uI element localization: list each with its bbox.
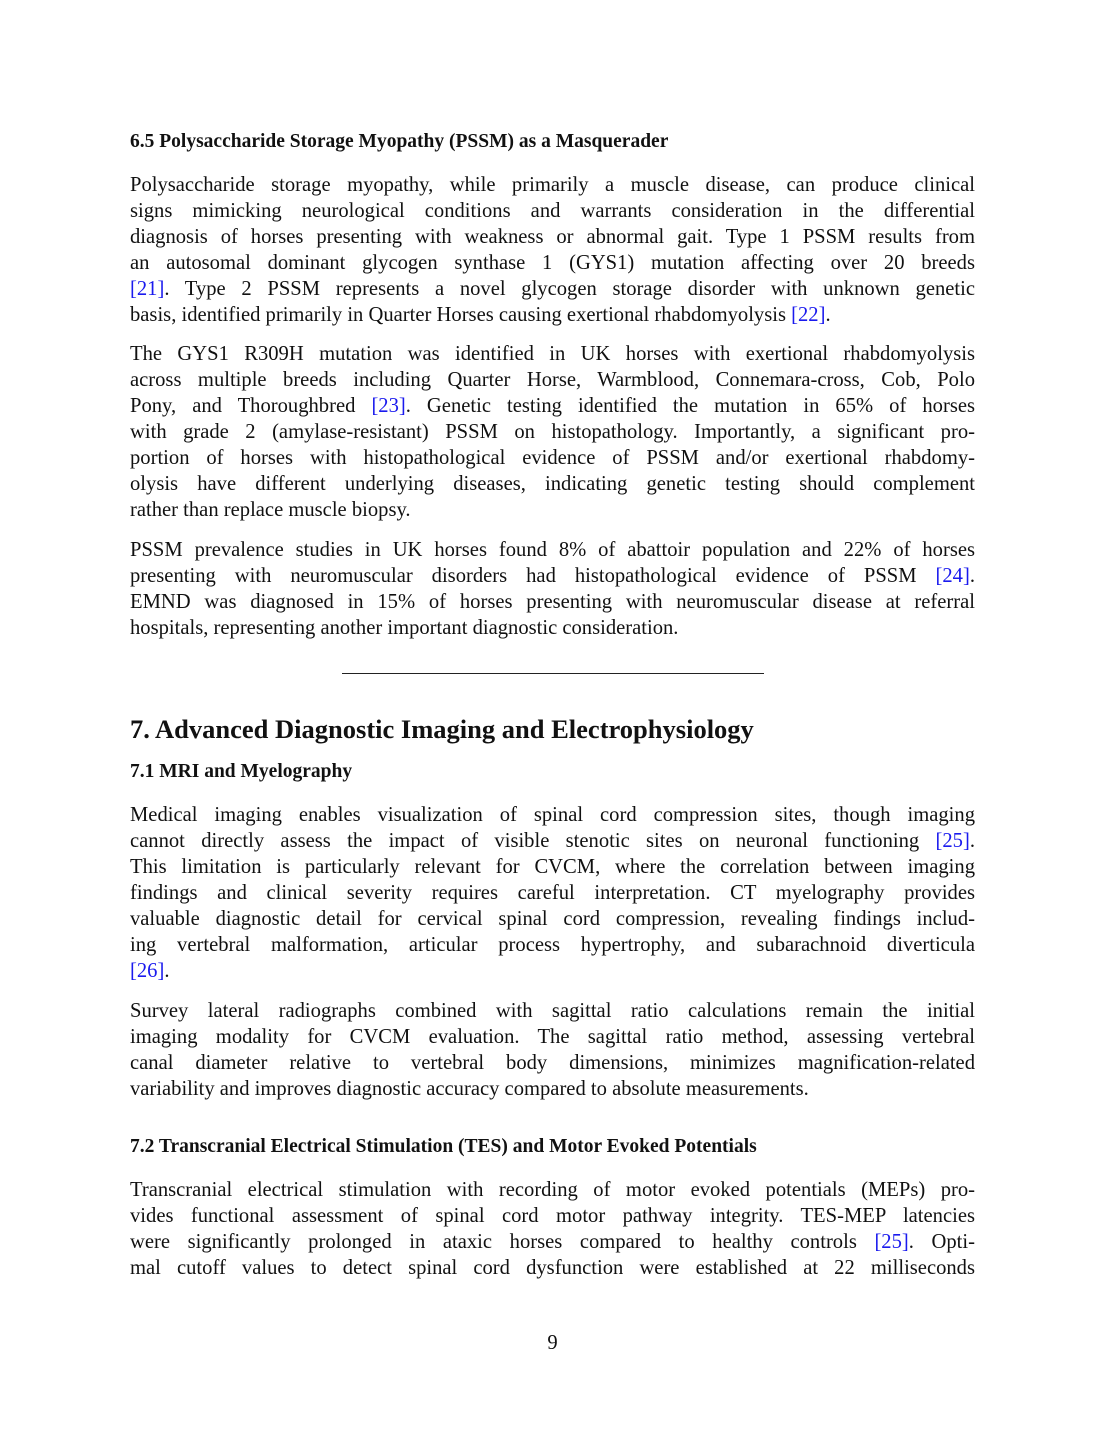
paragraph-line: [26].: [130, 960, 170, 982]
paragraph-line: The GYS1 R309H mutation was identified in UK horses with exertional rhabdomyolysis: [130, 343, 975, 365]
paragraph-line: presenting with neuromuscular disorders had histopathological evidence of PSSM [24].: [130, 565, 975, 587]
paragraph-line: variability and improves diagnostic accuracy compared to absolute measurements.: [130, 1078, 809, 1100]
subsection-heading-7-2: 7.2 Transcranial Electrical Stimulation (TES) and Motor Evoked Potentials: [130, 1136, 757, 1157]
paragraph-line: cannot directly assess the impact of visible stenotic sites on neuronal functioning [25].: [130, 830, 975, 852]
citation-link[interactable]: [25]: [935, 830, 970, 852]
paragraph-line: canal diameter relative to vertebral body dimensions, minimizes magnification-related: [130, 1052, 975, 1074]
paragraph-line: an autosomal dominant glycogen synthase 1 (GYS1) mutation affecting over 20 breeds: [130, 252, 975, 274]
section-heading-6-5: 6.5 Polysaccharide Storage Myopathy (PSSM) as a Masquerader: [130, 131, 669, 152]
paragraph-line: PSSM prevalence studies in UK horses found 8% of abattoir population and 22% of horses: [130, 539, 975, 561]
paragraph-line: ing vertebral malformation, articular process hypertrophy, and subarachnoid diverticula: [130, 934, 975, 956]
paragraph-line: Survey lateral radiographs combined with sagittal ratio calculations remain the initial: [130, 1000, 975, 1022]
page-number: 9: [547, 1332, 558, 1354]
paragraph-line: mal cutoff values to detect spinal cord dysfunction were established at 22 milliseconds: [130, 1257, 975, 1279]
paragraph-line: across multiple breeds including Quarter Horse, Warmblood, Connemara-cross, Cob, Polo: [130, 369, 975, 391]
paragraph-line: rather than replace muscle biopsy.: [130, 499, 411, 521]
paragraph-line: hospitals, representing another important diagnostic consideration.: [130, 617, 679, 639]
citation-link[interactable]: [22]: [791, 304, 826, 326]
paragraph-line: findings and clinical severity requires careful interpretation. CT myelography provides: [130, 882, 975, 904]
paragraph-line: Medical imaging enables visualization of spinal cord compression sites, though imaging: [130, 804, 975, 826]
paragraph-line: Transcranial electrical stimulation with recording of motor evoked potentials (MEPs) pro-: [130, 1179, 975, 1201]
paragraph-line: basis, identified primarily in Quarter Horses causing exertional rhabdomyolysis [22].: [130, 304, 831, 326]
citation-link[interactable]: [25]: [874, 1231, 909, 1253]
paragraph-line: EMND was diagnosed in 15% of horses presenting with neuromuscular disease at referral: [130, 591, 975, 613]
paragraph-line: This limitation is particularly relevant for CVCM, where the correlation between imaging: [130, 856, 975, 878]
paragraph-line: were significantly prolonged in ataxic horses compared to healthy controls [25]. Opti-: [130, 1231, 975, 1253]
paragraph-line: Pony, and Thoroughbred [23]. Genetic testing identified the mutation in 65% of horses: [130, 395, 975, 417]
paragraph-line: [21]. Type 2 PSSM represents a novel glycogen storage disorder with unknown genetic: [130, 278, 975, 300]
horizontal-rule: [342, 673, 764, 674]
citation-link[interactable]: [23]: [371, 395, 406, 417]
paragraph-line: olysis have different underlying diseases, indicating genetic testing should complement: [130, 473, 975, 495]
paragraph-line: signs mimicking neurological conditions and warrants consideration in the differential: [130, 200, 975, 222]
subsection-heading-7-1: 7.1 MRI and Myelography: [130, 761, 353, 782]
citation-link[interactable]: [26]: [130, 960, 165, 982]
paragraph-line: with grade 2 (amylase-resistant) PSSM on histopathology. Importantly, a significant pro-: [130, 421, 975, 443]
citation-link[interactable]: [21]: [130, 278, 165, 300]
paragraph-line: portion of horses with histopathological evidence of PSSM and/or exertional rhabdomy-: [130, 447, 975, 469]
citation-link[interactable]: [24]: [935, 565, 970, 587]
paragraph-line: imaging modality for CVCM evaluation. The sagittal ratio method, assessing vertebral: [130, 1026, 975, 1048]
paragraph-line: Polysaccharide storage myopathy, while primarily a muscle disease, can produce clinical: [130, 174, 975, 196]
paragraph-line: vides functional assessment of spinal cord motor pathway integrity. TES-MEP latencies: [130, 1205, 975, 1227]
paragraph-line: valuable diagnostic detail for cervical spinal cord compression, revealing findings includ-: [130, 908, 975, 930]
paragraph-line: diagnosis of horses presenting with weakness or abnormal gait. Type 1 PSSM results from: [130, 226, 975, 248]
section-heading-7: 7. Advanced Diagnostic Imaging and Electrophysiology: [130, 714, 754, 744]
